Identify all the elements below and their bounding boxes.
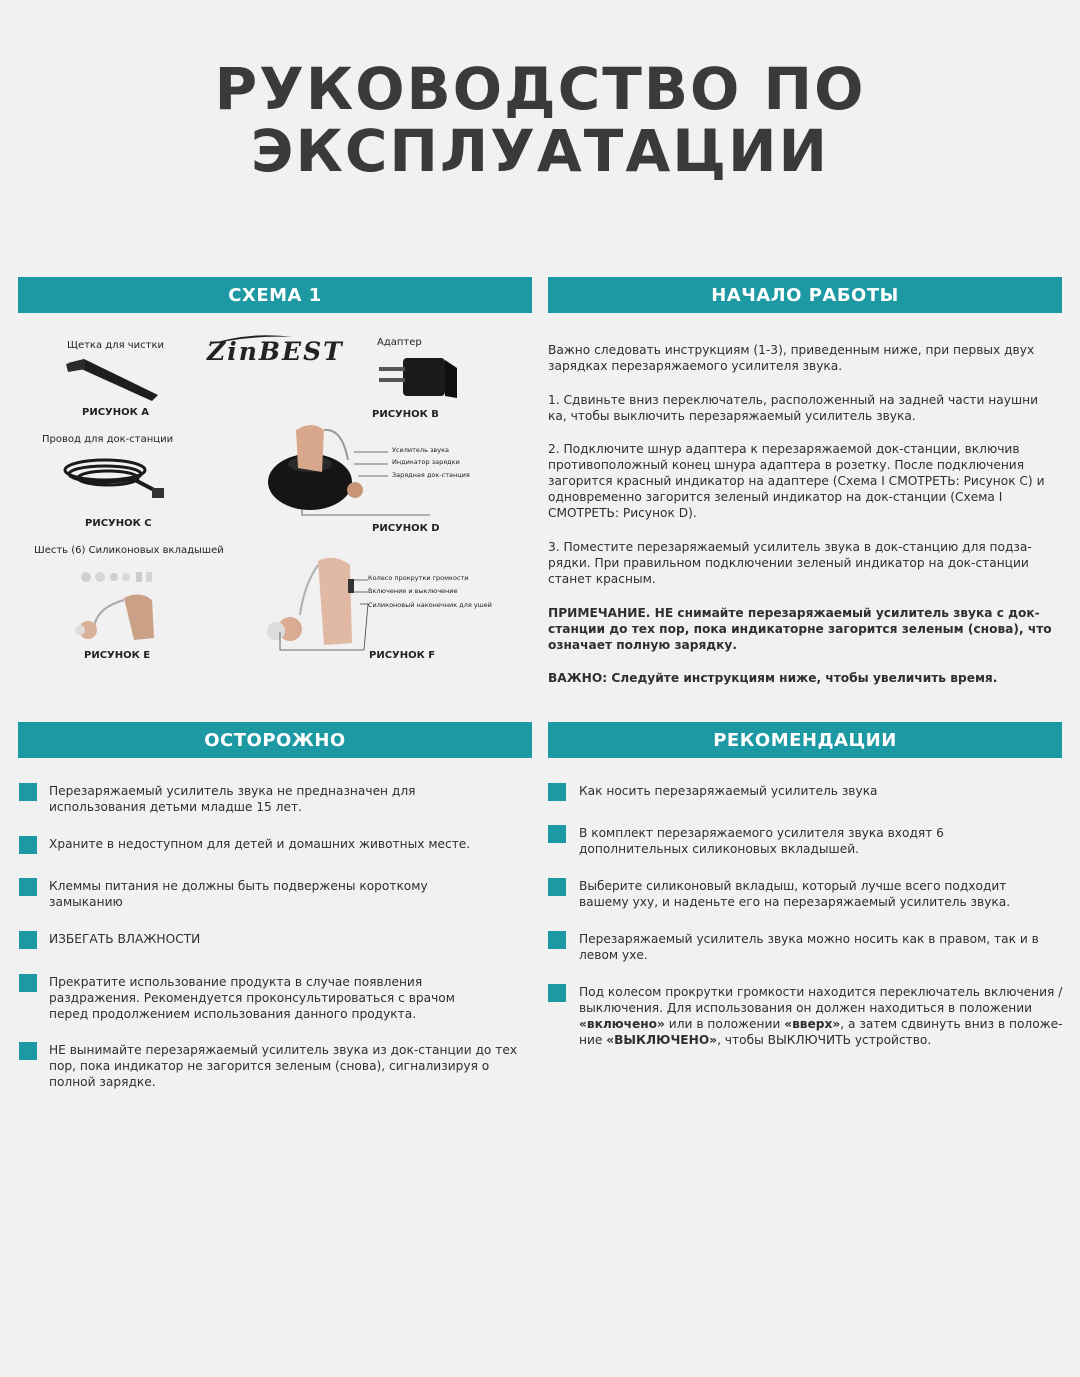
caution-item: Клеммы питания не должны быть подвержены короткому замыканию [49,879,428,909]
fig-a-caption: РИСУНОК А [82,407,150,418]
caution-item: Прекратите использование продукта в случае появления раздражения. Рекомендуется проконсультироваться с врачом перед продолжением использования данного продукта. [49,975,455,1021]
fig-d-caption: РИСУНОК D [372,523,440,534]
page-title-line-2: ЭКСПЛУАТАЦИИ [250,117,830,185]
adapter-label: Адаптер [377,337,422,348]
start-important: ВАЖНО: Следуйте инструкциям ниже, чтобы увеличить время. [548,671,998,685]
fig-c-caption: РИСУНОК С [85,518,152,529]
wheel-label: Колесо прокрутки громкости [368,574,469,582]
recs-switch-on: «включено» [579,1017,665,1031]
page-title [0,55,1080,185]
recs-switch-text-4: , чтобы ВЫКЛЮЧИТЬ устройство. [717,1033,932,1047]
bullet-square-icon [19,836,37,854]
recs-switch-text-3: , а затем сдвинуть вниз в положе-ние [579,1017,1063,1047]
hearing-aid-leader-lines-icon [268,574,508,654]
switch-label: Включение и выключение [368,587,458,595]
eartip-label: Силиконовый наконечник для ушей [368,601,492,609]
caution-item: ИЗБЕГАТЬ ВЛАЖНОСТИ [49,932,201,946]
recs-item: Перезаряжаемый усилитель звука можно носить как в правом, так и в левом ухе. [579,932,1039,962]
bullet-square-icon [548,984,566,1002]
bullet-square-icon [548,878,566,896]
caution-header: ОСТОРОЖНО [18,722,532,758]
dock-leader-line-icon [300,505,440,525]
recs-switch-text-2: или в положении [664,1017,785,1031]
recs-item: Как носить перезаряжаемый усилитель звука [579,784,878,798]
brush-icon [62,355,162,405]
logo-swoosh-icon [205,333,295,347]
hearing-aid-small-icon [74,590,169,645]
start-intro: Важно следовать инструкциям (1-3), приведенным ниже, при первых двух зарядках перезаряжаемого усилителя звука. [548,343,1035,373]
bullet-square-icon [19,974,37,992]
tips-label: Шесть (6) Силиконовых вкладышей [34,545,224,556]
bullet-square-icon [548,825,566,843]
recs-item-switch [579,984,1069,1048]
recs-switch-text-1: Под колесом прокрутки громкости находится переключатель включения /выключения. Для использования он должен находиться в положении [579,985,1063,1015]
dock-station-label: Зарядная док-станция [392,471,470,479]
scheme-header: СХЕМА 1 [18,277,532,313]
bullet-square-icon [19,878,37,896]
fig-f-caption: РИСУНОК F [369,650,436,661]
fig-b-caption: РИСУНОК B [372,409,439,420]
cable-icon [60,450,170,510]
cable-label: Провод для док-станции [42,434,174,445]
page-title-line-1: РУКОВОДСТВО ПО [214,55,866,123]
brush-label: Щетка для чистки [67,340,165,351]
recs-header: РЕКОМЕНДАЦИИ [548,722,1062,758]
start-step-1: 1. Сдвиньте вниз переключатель, расположенный на задней части наушни ка, чтобы выключить перезаряжаемый усилитель звука. [548,393,1038,423]
recs-item: В комплект перезаряжаемого усилителя звука входят 6 дополнительных силиконовых вкладышей. [579,826,944,856]
recs-item: Выберите силиконовый вкладыш, который лучше всего подходит вашему уху, и наденьте его на перезаряжаемый усилитель звука. [579,879,1011,909]
recs-switch-up: «вверх» [784,1017,841,1031]
fig-e-caption: РИСУНОК E [84,650,151,661]
caution-item: Храните в недоступном для детей и домашних животных месте. [49,837,471,851]
bullet-square-icon [548,931,566,949]
start-note: ПРИМЕЧАНИЕ. НЕ снимайте перезаряжаемый усилитель звука с док-станции до тех пор, пока индикаторне загорится зеленым (снова), что означает полную зарядку. [548,606,1052,652]
brand-logo: ZinBEST [207,337,344,366]
caution-item: НЕ вынимайте перезаряжаемый усилитель звука из док-станции до тех пор, пока индикатор не загорится зеленым (снова), сигнализируя о полной зарядке. [49,1043,518,1089]
recs-switch-off: «ВЫКЛЮЧЕНО» [606,1033,718,1047]
bullet-square-icon [19,931,37,949]
bullet-square-icon [548,783,566,801]
bullet-square-icon [19,1042,37,1060]
start-header: НАЧАЛО РАБОТЫ [548,277,1062,313]
silicone-tips-icon [80,570,160,584]
bullet-square-icon [19,783,37,801]
start-step-3: 3. Поместите перезаряжаемый усилитель звука в док-станцию для подза-рядки. При правильном подключении зеленый индикатор на док-станции станет красным. [548,540,1032,586]
dock-amp-label: Усилитель звука [392,446,450,454]
adapter-icon [375,352,475,400]
start-step-2: 2. Подключите шнур адаптера к перезаряжаемой док-станции, включив противоположный конец шнура адаптера в розетку. После подключения загорится красный индикатор на адаптере (Схема I СМОТРЕТЬ: Рисунок С) и одновременно загорится зеленый индикатор на док-станции (Схема I СМОТРЕТЬ: Рисунок D). [548,442,1045,520]
caution-item: Перезаряжаемый усилитель звука не предназначен для использования детьми младше 15 лет. [49,784,416,814]
dock-indicator-label: Индикатор зарядки [392,458,460,466]
